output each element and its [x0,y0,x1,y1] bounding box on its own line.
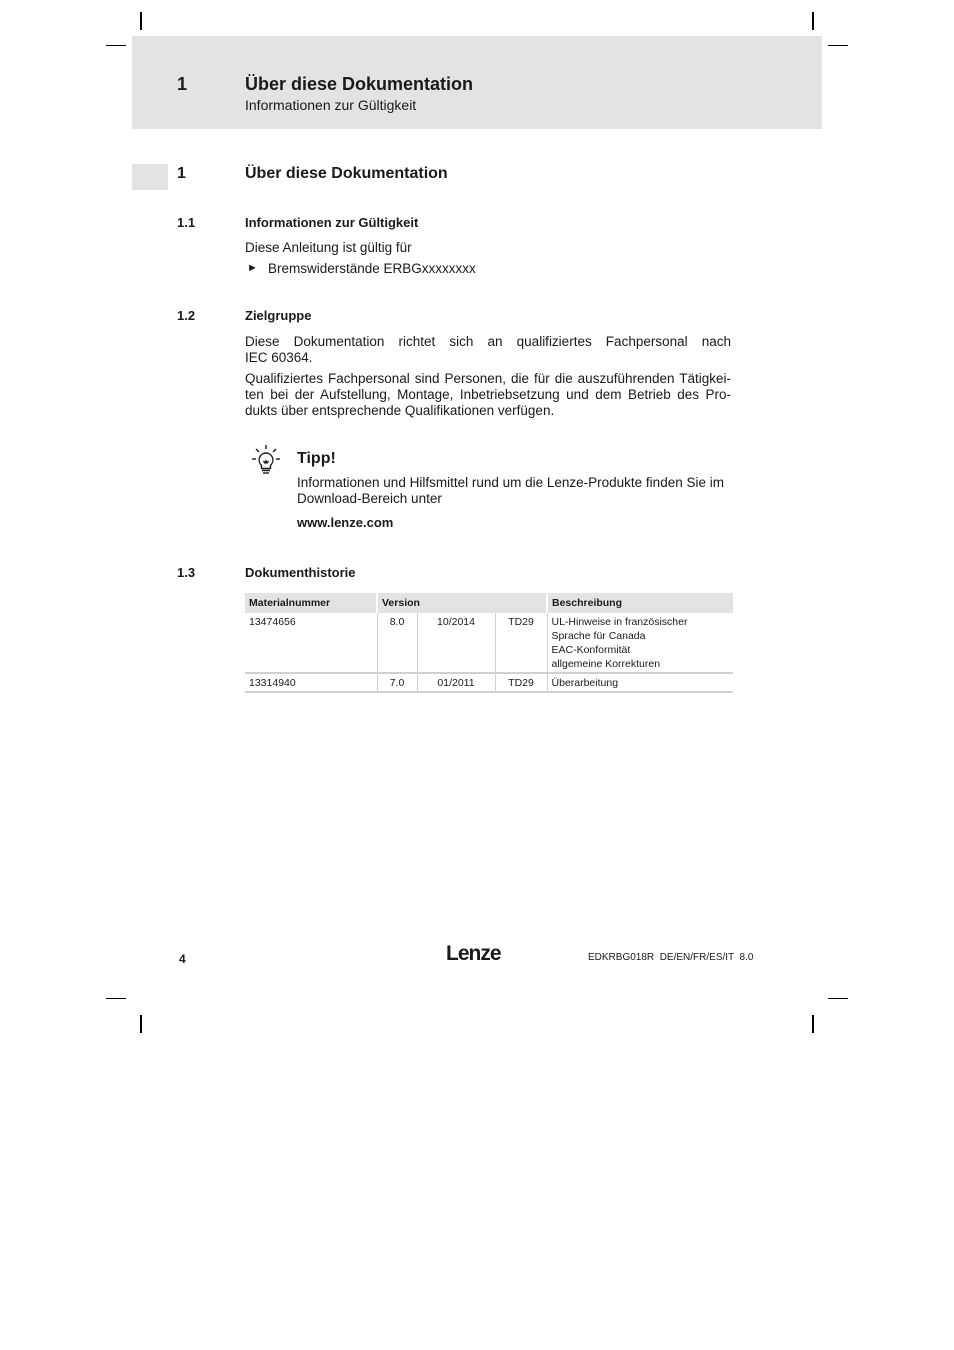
crop-mark [812,1015,814,1033]
crop-mark [106,45,126,46]
description-cell [547,613,733,673]
lenze-website-link[interactable]: www.lenze.com [297,515,394,530]
document-history-table [245,593,733,693]
column-header: Beschreibung [547,593,733,613]
crop-mark [140,12,142,30]
target-group-para1-line2: IEC 60364. [245,350,313,365]
table-row [245,673,733,692]
section-marker [132,164,168,190]
subsection-title: Informationen zur Gültigkeit [245,215,419,230]
description-line: allgemeine Korrekturen [551,658,661,670]
bullet-arrow-icon: ► [247,262,258,274]
date-cell: 10/2014 [417,613,495,673]
description-line: EAC-Konformität [551,644,631,656]
tip-text: Informationen und Hilfsmittel rund um die Lenze-Produkte finden Sie im Download-Bereich unter [297,475,724,506]
section-number: 1 [177,165,186,182]
material-cell: 13474656 [245,613,377,673]
crop-mark [140,1015,142,1033]
table-header-row [245,593,733,613]
validity-item: Bremswiderstände ERBGxxxxxxxx [268,261,476,276]
document-id: EDKRBG018R DE/EN/FR/ES/IT 8.0 [588,952,754,963]
subsection-number: 1.3 [177,565,196,580]
lenze-logo: Lenze [446,942,501,965]
table-row [245,613,733,673]
target-group-para1-line1: Diese Dokumentation richtet sich an qualifiziertes Fachpersonal nach [245,334,731,349]
section-title: Über diese Dokumentation [245,165,448,182]
header-chapter-title: Über diese Dokumentation [245,74,474,94]
td-cell: TD29 [495,613,547,673]
target-group-para2: Qualifiziertes Fachpersonal sind Personen, die für die auszuführenden Tätigkei-ten bei der Aufstellung, Montage, Inbetriebsetzung und dem Betrieb des Pro-dukts über entsprechende Qualifikationen verfügen. [245,371,731,418]
tip-title: Tipp! [297,450,336,467]
material-cell: 13314940 [245,673,377,692]
description-line: Sprache für Canada [551,630,646,642]
crop-mark [812,12,814,30]
page-header [132,36,822,129]
column-header: Version [377,593,547,613]
subsection-number: 1.2 [177,308,196,323]
header-chapter-number: 1 [177,74,188,94]
page-number: 4 [179,952,186,966]
lightbulb-icon [249,442,283,476]
column-header: Materialnummer [245,593,377,613]
date-cell: 01/2011 [417,673,495,692]
validity-intro: Diese Anleitung ist gültig für [245,240,412,255]
header-subtitle: Informationen zur Gültigkeit [245,97,417,113]
description-cell: Überarbeitung [547,673,733,692]
subsection-number: 1.1 [177,215,196,230]
description-line: UL-Hinweise in französischer [551,616,688,628]
crop-mark [828,998,848,999]
subsection-title: Dokumenthistorie [245,565,356,580]
td-cell: TD29 [495,673,547,692]
version-cell: 8.0 [377,613,417,673]
subsection-title: Zielgruppe [245,308,312,323]
crop-mark [106,998,126,999]
version-cell: 7.0 [377,673,417,692]
crop-mark [828,45,848,46]
